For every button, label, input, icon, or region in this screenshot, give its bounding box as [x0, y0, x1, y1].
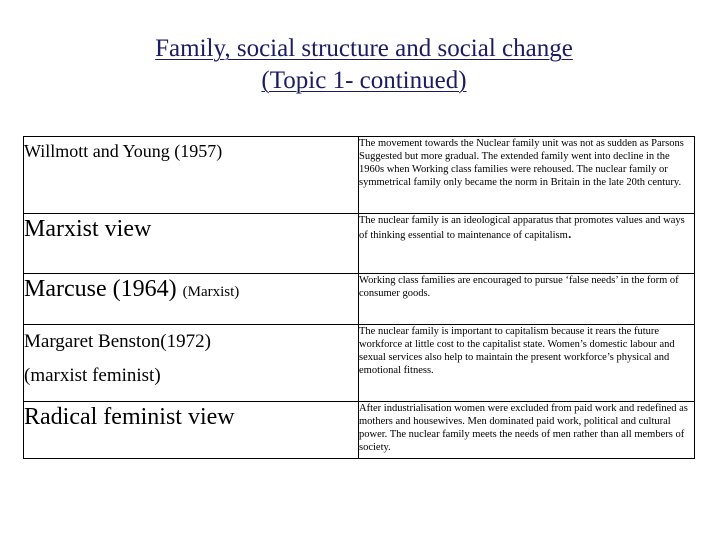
theorist-cell: [24, 137, 359, 214]
description-cell: [359, 214, 695, 274]
table-row: [24, 274, 695, 325]
table-row: [24, 325, 695, 402]
description-cell: Working class families are encouraged to pursue ‘false needs’ in the form of consumer goods.: [359, 274, 695, 325]
theorist-cell: [24, 325, 359, 402]
title-line-2: (Topic 1- continued): [261, 67, 467, 94]
theorist-cell: [24, 274, 359, 325]
theorist-subtitle: (Marxist): [182, 284, 240, 300]
description-cell: After industrialisation women were excluded from paid work and redefined as mothers and housewives. Men dominated paid work, political and cultural power. The nuclear family meets the needs of men rather than all members of society.: [359, 402, 695, 459]
description-cell: The movement towards the Nuclear family unit was not as sudden as Parsons Suggested but more gradual. The extended family went into decline in the 1960s when Working class families were rehoused. The nuclear family or symmetrical family only became the norm in Britain in the late 20th century.: [359, 137, 695, 214]
topic-table: [23, 136, 695, 459]
theorist-subtitle: (marxist feminist): [24, 365, 161, 386]
table-row: [24, 137, 695, 214]
theorist-label: Marxist view: [24, 216, 152, 242]
theorist-cell: [24, 402, 359, 459]
theorist-cell: [24, 214, 359, 274]
slide-title: [0, 33, 728, 97]
description-text: The nuclear family is an ideological apparatus that promotes values and ways of thinking essential to maintenance of capitalism: [359, 215, 685, 241]
description-period: .: [567, 225, 572, 242]
table-row: [24, 402, 695, 459]
title-line-1: Family, social structure and social change: [155, 35, 573, 62]
theorist-label: Radical feminist view: [24, 404, 235, 430]
theorist-label: [24, 274, 358, 307]
description-cell: The nuclear family is important to capitalism because it rears the future workforce at little cost to the capitalist state. Women’s domestic labour and sexual services also help to maintain the present workforce’s physical and emotional fitness.: [359, 325, 695, 402]
theorist-label: Margaret Benston(1972): [24, 331, 211, 352]
table-row: [24, 214, 695, 274]
theorist-name: Marcuse (1964): [24, 276, 177, 302]
theorist-label: Willmott and Young (1957): [24, 141, 223, 161]
